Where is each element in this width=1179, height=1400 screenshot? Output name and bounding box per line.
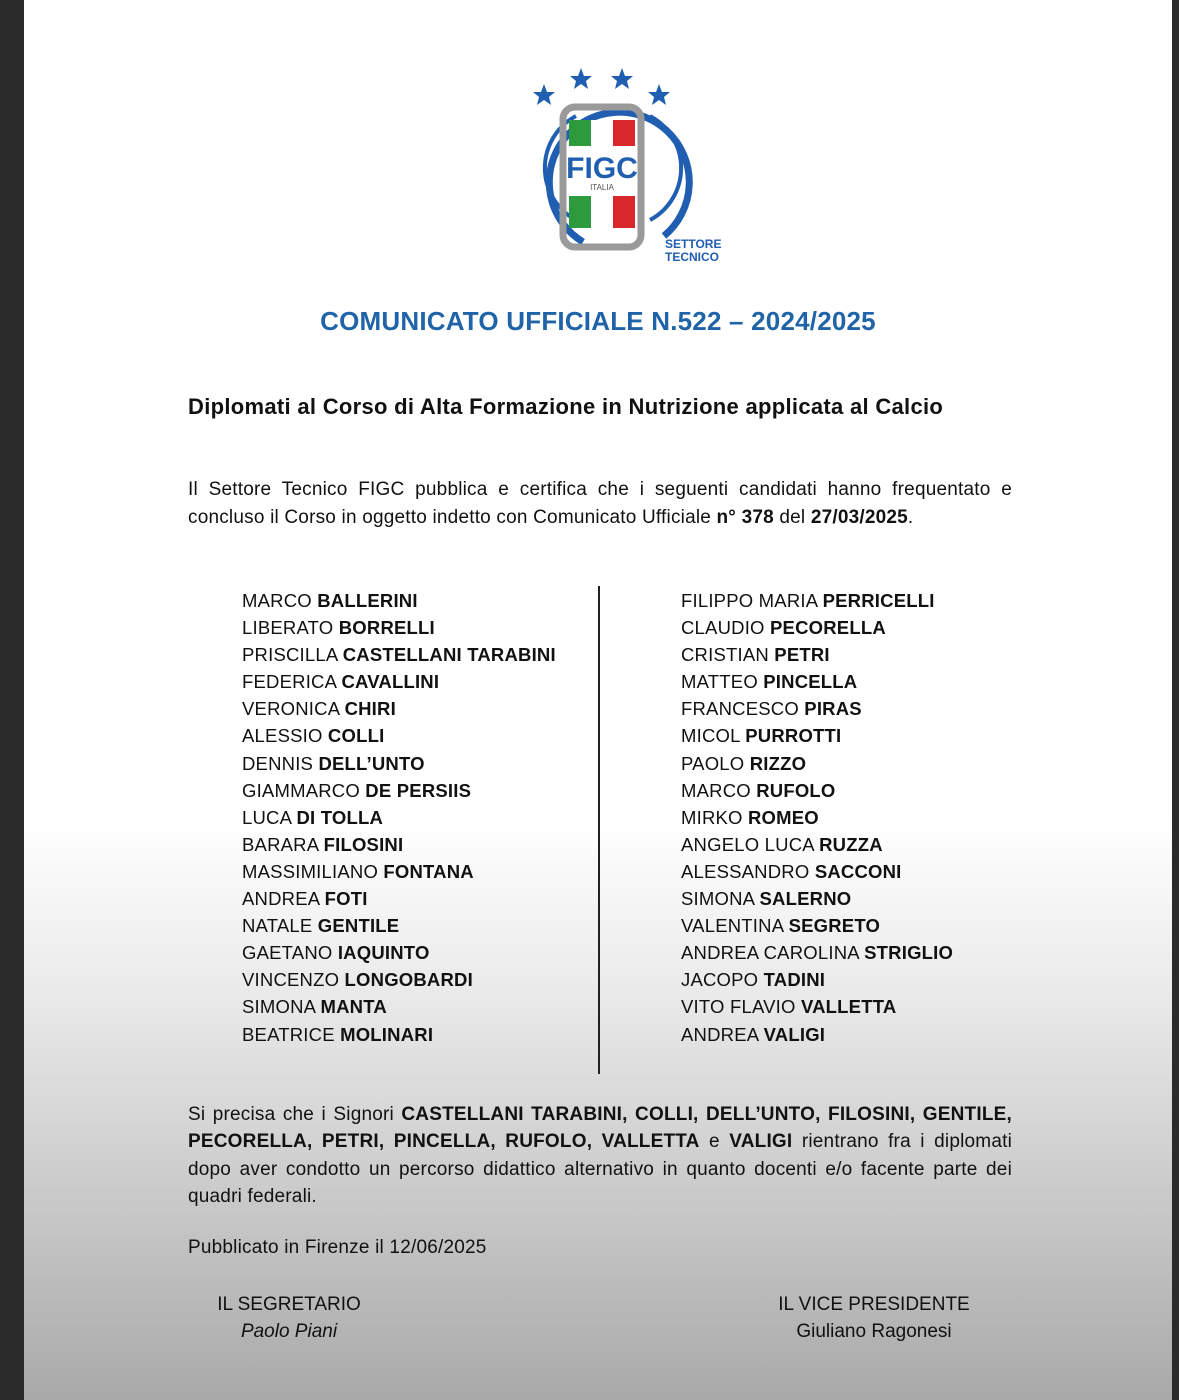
tricolor-bottom — [569, 196, 635, 228]
name-entry — [681, 722, 953, 749]
name-entry — [681, 1021, 953, 1048]
name-entry — [681, 939, 953, 966]
document-page — [24, 0, 1172, 1400]
name-entry — [681, 966, 953, 993]
first-name: ANDREA — [242, 888, 320, 910]
name-entry — [242, 695, 556, 722]
note-text: rientrano fra i diplomati dopo aver condotto un percorso didattico alternativo in quanto docenti e/o facente parte dei quadri federali. — [188, 1131, 1012, 1207]
name-entry — [242, 777, 556, 804]
name-entry — [681, 912, 953, 939]
names-list-left — [242, 587, 556, 1048]
signature-secretary — [204, 1291, 374, 1345]
note-text: e — [699, 1131, 730, 1153]
first-name: CRISTIAN — [681, 644, 769, 666]
first-name: PAOLO — [681, 752, 745, 774]
last-name: SALERNO — [759, 888, 852, 910]
last-name: COLLI — [327, 725, 385, 747]
last-name: SEGRETO — [788, 915, 881, 937]
name-entry — [681, 993, 953, 1020]
last-name: GENTILE — [317, 915, 400, 937]
names-list-right — [681, 587, 953, 1048]
last-name: TADINI — [763, 969, 826, 991]
first-name: SIMONA — [242, 996, 321, 1018]
last-name: CHIRI — [344, 698, 396, 720]
last-name: RUZZA — [819, 833, 883, 855]
name-entry — [242, 804, 556, 831]
last-name: FONTANA — [383, 860, 474, 882]
first-name: MICOL — [681, 725, 740, 747]
first-name: LIBERATO — [242, 617, 334, 639]
first-name: ANGELO LUCA — [681, 833, 814, 855]
first-name: MARCO — [242, 590, 312, 611]
name-entry — [681, 858, 953, 885]
note-names: CASTELLANI TARABINI, COLLI, DELL’UNTO, FILOSINI, GENTILE, PECORELLA, PETRI, PINCELLA, RUFOLO, VALLETTA — [188, 1104, 1012, 1153]
name-entry — [242, 993, 556, 1020]
first-name: PRISCILLA — [242, 644, 338, 666]
last-name: DELL’UNTO — [318, 752, 425, 774]
last-name: STRIGLIO — [864, 942, 954, 964]
document-subtitle: Diplomati al Corso di Alta Formazione in Nutrizione applicata al Calcio — [188, 394, 944, 419]
name-entry — [242, 668, 556, 695]
note-names: VALIGI — [729, 1131, 793, 1153]
logo-sector-2: TECNICO — [665, 250, 719, 264]
first-name: VITO FLAVIO — [681, 996, 796, 1018]
first-name: ALESSIO — [242, 725, 323, 747]
ref-date: 27/03/2025 — [810, 507, 908, 528]
last-name: PETRI — [774, 644, 830, 666]
last-name: PIRAS — [804, 698, 862, 720]
first-name: VINCENZO — [242, 969, 340, 991]
first-name: MARCO — [681, 779, 751, 801]
last-name: DE PERSIIS — [365, 779, 472, 801]
publication-line: Pubblicato in Firenze il 12/06/2025 — [188, 1237, 487, 1258]
last-name: RIZZO — [749, 752, 807, 774]
name-entry — [242, 831, 556, 858]
first-name: NATALE — [242, 915, 313, 937]
intro-paragraph — [188, 476, 1012, 532]
last-name: PECORELLA — [769, 617, 886, 639]
signature-name: Paolo Piani — [240, 1321, 338, 1342]
first-name: ANDREA — [681, 1023, 759, 1045]
last-name: VALIGI — [763, 1023, 826, 1045]
first-name: VERONICA — [242, 698, 340, 720]
signature-role: IL VICE PRESIDENTE — [778, 1294, 970, 1315]
first-name: CLAUDIO — [681, 617, 765, 639]
logo-sector-1: SETTORE — [665, 237, 722, 251]
note-paragraph — [188, 1101, 1012, 1210]
last-name: LONGOBARDI — [344, 969, 473, 991]
first-name: SIMONA — [681, 888, 760, 910]
last-name: SACCONI — [814, 860, 902, 882]
intro-text: . — [907, 507, 914, 528]
last-name: MOLINARI — [340, 1023, 434, 1045]
last-name: CASTELLANI TARABINI — [342, 644, 556, 666]
first-name: MASSIMILIANO — [242, 860, 379, 882]
name-entry — [681, 641, 953, 668]
last-name: FILOSINI — [323, 833, 404, 855]
name-entry — [242, 587, 556, 614]
intro-text: Il Settore Tecnico FIGC pubblica e certifica che i seguenti candidati hanno frequentato e concluso il Corso in oggetto indetto con Comunicato Ufficiale — [188, 479, 1012, 528]
name-entry — [242, 885, 556, 912]
figc-logo — [524, 60, 722, 270]
name-entry — [681, 885, 953, 912]
signature-role: IL SEGRETARIO — [217, 1294, 361, 1315]
last-name: BALLERINI — [317, 590, 418, 611]
last-name: PURROTTI — [745, 725, 842, 747]
name-entry — [681, 668, 953, 695]
first-name: MIRKO — [681, 806, 743, 828]
name-entry — [242, 1021, 556, 1048]
name-entry — [681, 777, 953, 804]
document-title: COMUNICATO UFFICIALE N.522 – 2024/2025 — [320, 306, 876, 336]
first-name: FEDERICA — [242, 671, 337, 693]
name-entry — [242, 641, 556, 668]
first-name: JACOPO — [681, 969, 759, 991]
logo-country: ITALIA — [590, 183, 614, 192]
last-name: CAVALLINI — [341, 671, 440, 693]
name-entry — [681, 587, 953, 614]
first-name: BEATRICE — [242, 1023, 335, 1045]
name-entry — [242, 858, 556, 885]
last-name: FOTI — [324, 888, 368, 910]
star-icon — [533, 68, 670, 105]
first-name: DENNIS — [242, 752, 314, 774]
name-entry — [681, 750, 953, 777]
note-text: Si precisa che i Signori — [188, 1104, 402, 1125]
name-entry — [242, 912, 556, 939]
first-name: LUCA — [242, 806, 292, 828]
name-entry — [242, 614, 556, 641]
name-entry — [242, 939, 556, 966]
first-name: VALENTINA — [681, 915, 784, 937]
name-entry — [681, 695, 953, 722]
signature-name: Giuliano Ragonesi — [796, 1321, 952, 1342]
logo-text: FIGC — [566, 152, 638, 185]
last-name: BORRELLI — [338, 617, 435, 639]
name-entry — [242, 750, 556, 777]
first-name: BARARA — [242, 833, 319, 855]
name-entry — [681, 804, 953, 831]
name-entry — [681, 614, 953, 641]
name-entry — [681, 831, 953, 858]
intro-text: del — [773, 507, 811, 528]
last-name: MANTA — [320, 996, 387, 1018]
first-name: GAETANO — [242, 942, 333, 964]
first-name: ANDREA CAROLINA — [681, 942, 859, 964]
last-name: IAQUINTO — [337, 942, 430, 964]
name-entry — [242, 722, 556, 749]
last-name: VALLETTA — [800, 996, 897, 1018]
signature-vice-president — [764, 1291, 984, 1345]
first-name: FILIPPO MARIA — [681, 590, 818, 611]
ref-number: n° 378 — [716, 507, 774, 528]
first-name: GIAMMARCO — [242, 779, 360, 801]
column-divider — [598, 586, 600, 1074]
last-name: PINCELLA — [763, 671, 858, 693]
first-name: FRANCESCO — [681, 698, 799, 720]
first-name: MATTEO — [681, 671, 758, 693]
tricolor-top — [569, 120, 635, 146]
last-name: DI TOLLA — [296, 806, 384, 828]
last-name: PERRICELLI — [822, 590, 935, 611]
last-name: ROMEO — [747, 806, 819, 828]
first-name: ALESSANDRO — [681, 860, 810, 882]
name-entry — [242, 966, 556, 993]
last-name: RUFOLO — [756, 779, 836, 801]
